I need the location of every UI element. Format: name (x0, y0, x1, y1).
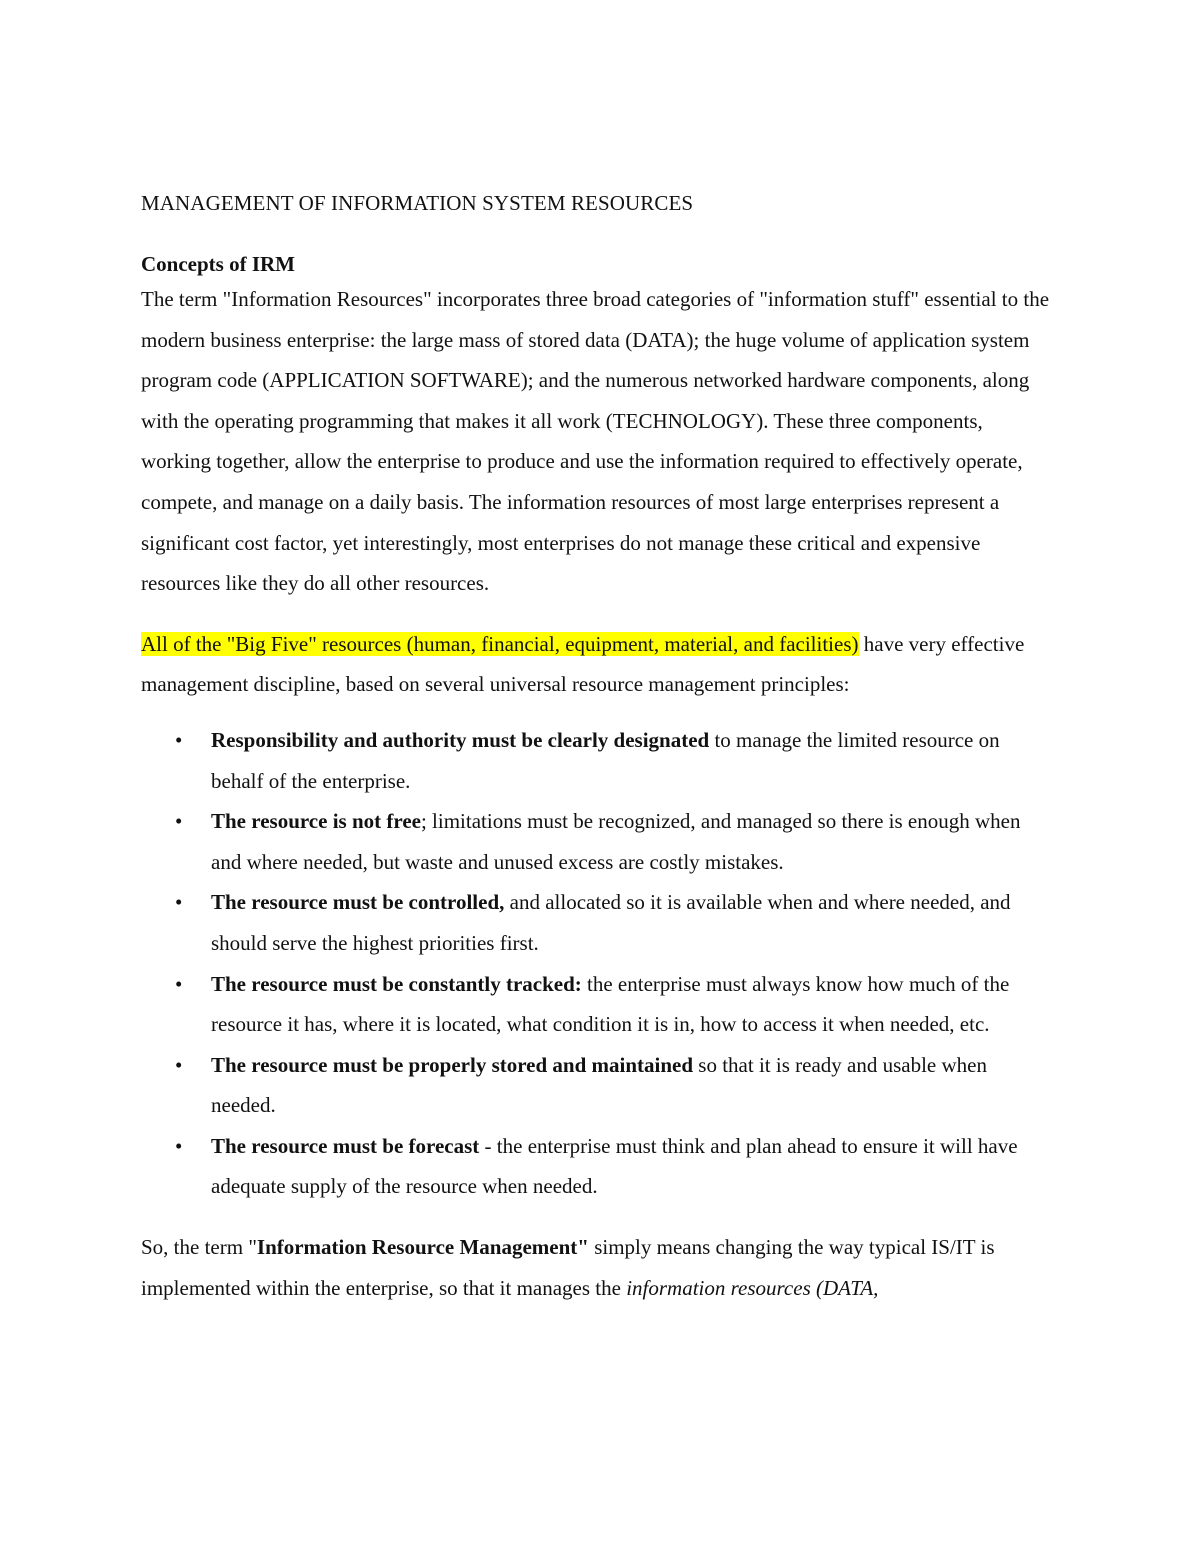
list-item (141, 964, 1056, 1045)
big-five-paragraph (141, 624, 1056, 705)
principle-text: so that it is ready and usable when needed. (211, 1052, 987, 1118)
intro-paragraph: The term "Information Resources" incorporates three broad categories of "information stuff" essential to the modern business enterprise: the large mass of stored data (DATA); the huge volume of application system program code (APPLICATION SOFTWARE); and the numerous networked hardware components, along with the operating programming that makes it all work (TECHNOLOGY). These three components, working together, allow the enterprise to produce and use the information required to effectively operate, compete, and manage on a daily basis. The information resources of most large enterprises represent a significant cost factor, yet interestingly, most enterprises do not manage these critical and expensive resources like they do all other resources. (141, 287, 1050, 596)
closing-italic: information resources (DATA, (626, 1275, 879, 1300)
principle-text: ; limitations must be recognized, and managed so there is enough when and where needed, but waste and unused excess are costly mistakes. (211, 809, 1021, 874)
principle-bold: The resource must be properly stored and maintained (211, 1052, 694, 1077)
principles-list (141, 720, 1056, 1207)
closing-paragraph (141, 1227, 1056, 1308)
list-item (141, 801, 1056, 882)
principle-bold: Responsibility and authority must be clearly designated (211, 727, 710, 752)
principle-text: and allocated so it is available when and where needed, and should serve the highest priorities first. (211, 890, 1011, 955)
document-body (141, 188, 1056, 1308)
list-item (141, 720, 1056, 801)
list-item (141, 1126, 1056, 1207)
principle-bold: The resource is not free (211, 809, 421, 834)
principle-text: the enterprise must always know how much of the resource it has, where it is located, what condition it is in, how to access it when needed, etc. (211, 971, 1010, 1037)
bullet-icon: • (175, 890, 183, 915)
principle-text: to manage the limited resource on behalf of the enterprise. (211, 727, 1000, 793)
document-title: MANAGEMENT OF INFORMATION SYSTEM RESOURCES (141, 191, 694, 215)
section-heading: Concepts of IRM (141, 252, 295, 276)
big-five-rest-text: have very effective management discipline, based on several universal resource management principles: (141, 631, 1025, 697)
list-item (141, 1045, 1056, 1126)
closing-middle: simply means changing the way typical IS/IT is implemented within the enterprise, so that it manages the (141, 1235, 995, 1300)
bullet-icon: • (175, 1133, 183, 1158)
closing-bold: Information Resource Management" (256, 1235, 589, 1260)
bullet-icon: • (175, 1052, 183, 1077)
highlighted-text: All of the "Big Five" resources (human, financial, equipment, material, and facilities) (141, 631, 859, 656)
principle-bold: The resource must be forecast (211, 1133, 480, 1158)
bullet-icon: • (175, 971, 183, 996)
principle-text: - the enterprise must think and plan ahead to ensure it will have adequate supply of the resource when needed. (211, 1133, 1018, 1199)
bullet-icon: • (175, 809, 183, 834)
bullet-icon: • (175, 727, 183, 752)
closing-lead: So, the term " (141, 1235, 257, 1260)
principle-bold: The resource must be controlled, (211, 890, 505, 915)
list-item (141, 882, 1056, 963)
principle-bold: The resource must be constantly tracked: (211, 971, 582, 996)
